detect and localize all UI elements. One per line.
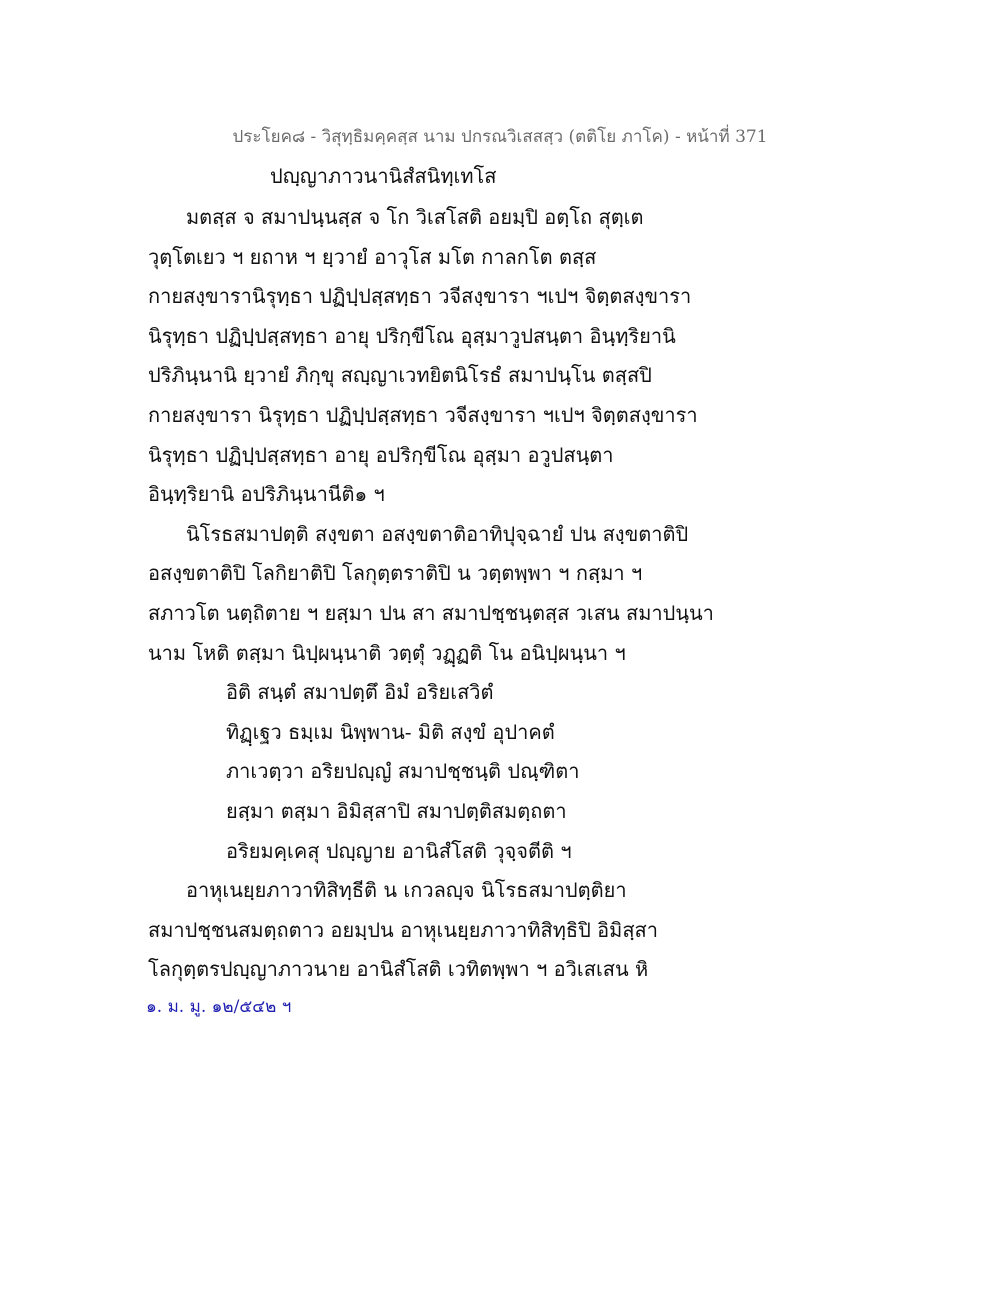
text-line: นิโรธสมาปตฺติ สงฺขตา อสงฺขตาติอาทิปุจฺฉายํ ปน สงฺขตาติปิ	[186, 521, 689, 546]
section-title: ปญฺญาภาวนานิสํสนิทฺเทโส	[270, 164, 497, 188]
text-line: อาหุเนยฺยภาวาทิสิทฺธีติ น เกวลญฺจ นิโรธสมาปตฺติยา	[186, 878, 627, 903]
text-line: โลกุตฺตรปญฺญาภาวนาย อานิสํโสติ เวทิตพฺพา ฯ อวิเสเสน หิ	[148, 957, 649, 982]
verse-line: ภาเวตฺวา อริยปญฺญํ สมาปชฺชนฺติ ปณฺฑิตา	[226, 759, 580, 784]
text-line: กายสงฺขารา นิรุทฺธา ปฏิปฺปสฺสทฺธา วจีสงฺขารา ฯเปฯ จิตฺตสงฺขารา	[148, 402, 698, 427]
text-line: กายสงฺขารานิรุทฺธา ปฏิปฺปสฺสทฺธา วจีสงฺขารา ฯเปฯ จิตฺตสงฺขารา	[148, 284, 692, 309]
verse-line: อิติ สนฺตํ สมาปตฺตึ อิมํ อริยเสวิตํ	[226, 680, 494, 705]
text-line: อสงฺขตาติปิ โลกิยาติปิ โลกุตฺตราติปิ น วตฺตพฺพา ฯ กสฺมา ฯ	[148, 561, 643, 586]
text-line: มตสฺส จ สมาปนฺนสฺส จ โก วิเสโสติ อยมฺปิ อตฺโถ สุตฺเต	[186, 205, 644, 229]
text-line: สภาวโต นตฺถิตาย ฯ ยสฺมา ปน สา สมาปชฺชนฺตสฺส วเสน สมาปนฺนา	[148, 600, 714, 625]
text-line: ปริภินฺนานิ ยฺวายํ ภิกฺขุ สญฺญาเวทยิตนิโรธํ สมาปนฺโน ตสฺสปิ	[148, 363, 652, 388]
text-line: วุตฺโตเยว ฯ ยถาห ฯ ยฺวายํ อาวุโส มโต กาลกโต ตสฺส	[148, 244, 597, 269]
text-line: นาม โหติ ตสฺมา นิปฺผนฺนาติ วตฺตุํ วฏฺฏติ โน อนิปฺผนฺนา ฯ	[148, 640, 626, 665]
footnote: ๑. ม. มู. ๑๒/๕๔๒ ฯ	[146, 997, 292, 1017]
verse-line: ทิฏฺเฐว ธมฺเม นิพฺพาน- มิติ สงฺขํ อุปาคตํ	[226, 719, 555, 744]
text-line: นิรุทฺธา ปฏิปฺปสฺสทฺธา อายุ อปริกฺขีโณ อุสฺมา อวูปสนฺตา	[148, 442, 614, 467]
text-line: อินฺทฺริยานิ อปริภินฺนานีติ๑ ฯ	[148, 482, 385, 507]
text-line: นิรุทฺธา ปฏิปฺปสฺสทฺธา อายุ ปริกฺขีโณ อุสฺมาวูปสนฺตา อินฺทฺริยานิ	[148, 323, 676, 348]
verse-line: อริยมคฺเคสุ ปญฺญาย อานิสํโสติ วุจฺจตีติ ฯ	[226, 838, 572, 863]
verse-line: ยสฺมา ตสฺมา อิมิสฺสาปิ สมาปตฺติสมตฺถตา	[226, 798, 567, 823]
text-line: สมาปชฺชนสมตฺถตาว อยมฺปน อาหุเนยฺยภาวาทิสิทฺธิปิ อิมิสฺสา	[148, 917, 658, 942]
body-text	[148, 198, 714, 990]
page-header: ประโยค๘ - วิสุทฺธิมคฺคสฺส นาม ปกรณวิเสสสฺว (ตติโย ภาโค) - หน้าที่ 371	[232, 127, 768, 147]
